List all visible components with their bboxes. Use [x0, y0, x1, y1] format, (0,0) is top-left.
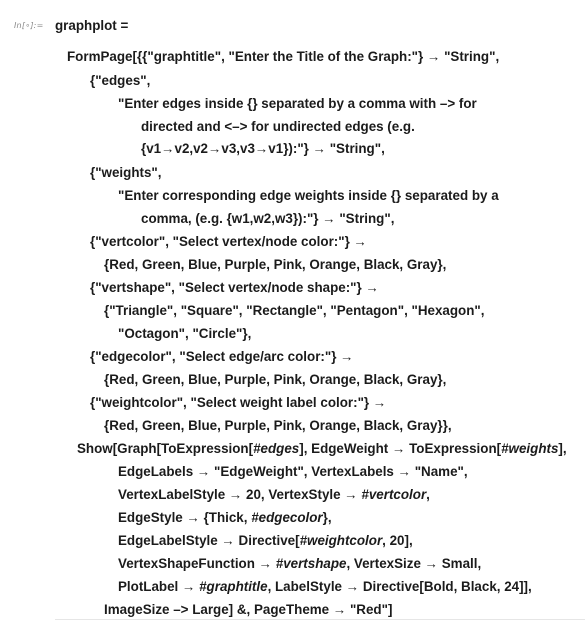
- code-line[interactable]: {"edges",: [90, 73, 151, 88]
- code-line[interactable]: {"vertshape", "Select vertex/node shape:"} →: [90, 280, 379, 295]
- code-line[interactable]: EdgeLabels → "EdgeWeight", VertexLabels → "Name",: [118, 464, 468, 479]
- slot-reference: #graphtitle: [199, 579, 268, 594]
- code-line[interactable]: PlotLabel → #graphtitle, LabelStyle → Directive[Bold, Black, 24]],: [118, 579, 532, 594]
- cell-divider: [55, 619, 585, 620]
- slot-reference: #vertcolor: [361, 487, 427, 502]
- code-line[interactable]: EdgeLabelStyle → Directive[#weightcolor, 20],: [118, 533, 413, 548]
- code-line[interactable]: graphplot =: [55, 18, 129, 33]
- code-line[interactable]: ImageSize –> Large] &, PageTheme → "Red"]: [104, 602, 393, 617]
- code-line[interactable]: {Red, Green, Blue, Purple, Pink, Orange, Black, Gray},: [104, 257, 447, 272]
- slot-reference: #vertshape: [275, 556, 347, 571]
- code-line[interactable]: FormPage[{{"graphtitle", "Enter the Title of the Graph:"} → "String",: [67, 49, 500, 64]
- code-line[interactable]: {"weights",: [90, 165, 162, 180]
- code-line[interactable]: {"vertcolor", "Select vertex/node color:"} →: [90, 234, 367, 249]
- code-line[interactable]: "Enter corresponding edge weights inside {} separated by a: [118, 188, 499, 203]
- slot-reference: #weights: [501, 441, 559, 456]
- code-line[interactable]: VertexShapeFunction → #vertshape, VertexSize → Small,: [118, 556, 482, 571]
- code-line[interactable]: {v1→v2,v2→v3,v3→v1}):"} → "String",: [141, 141, 385, 156]
- slot-reference: #edges: [253, 441, 300, 456]
- code-line[interactable]: {"Triangle", "Square", "Rectangle", "Pentagon", "Hexagon",: [104, 303, 485, 318]
- slot-reference: #edgecolor: [251, 510, 323, 525]
- code-line[interactable]: {"weightcolor", "Select weight label color:"} →: [90, 395, 387, 410]
- code-line[interactable]: "Octagon", "Circle"},: [118, 326, 252, 341]
- code-line[interactable]: EdgeStyle → {Thick, #edgecolor},: [118, 510, 332, 525]
- input-cell-label: In[∘]:=: [14, 21, 44, 30]
- code-line[interactable]: {"edgecolor", "Select edge/arc color:"} →: [90, 349, 354, 364]
- code-line[interactable]: {Red, Green, Blue, Purple, Pink, Orange, Black, Gray},: [104, 372, 447, 387]
- code-line[interactable]: {Red, Green, Blue, Purple, Pink, Orange, Black, Gray}},: [104, 418, 452, 433]
- code-line[interactable]: "Enter edges inside {} separated by a comma with –> for: [118, 96, 477, 111]
- code-line[interactable]: VertexLabelStyle → 20, VertexStyle → #vertcolor,: [118, 487, 430, 502]
- code-line[interactable]: Show[Graph[ToExpression[#edges], EdgeWeight → ToExpression[#weights],: [77, 441, 567, 456]
- code-line[interactable]: comma, (e.g. {w1,w2,w3}):"} → "String",: [141, 211, 395, 226]
- slot-reference: #weightcolor: [299, 533, 383, 548]
- code-line[interactable]: directed and <–> for undirected edges (e.g.: [141, 119, 415, 134]
